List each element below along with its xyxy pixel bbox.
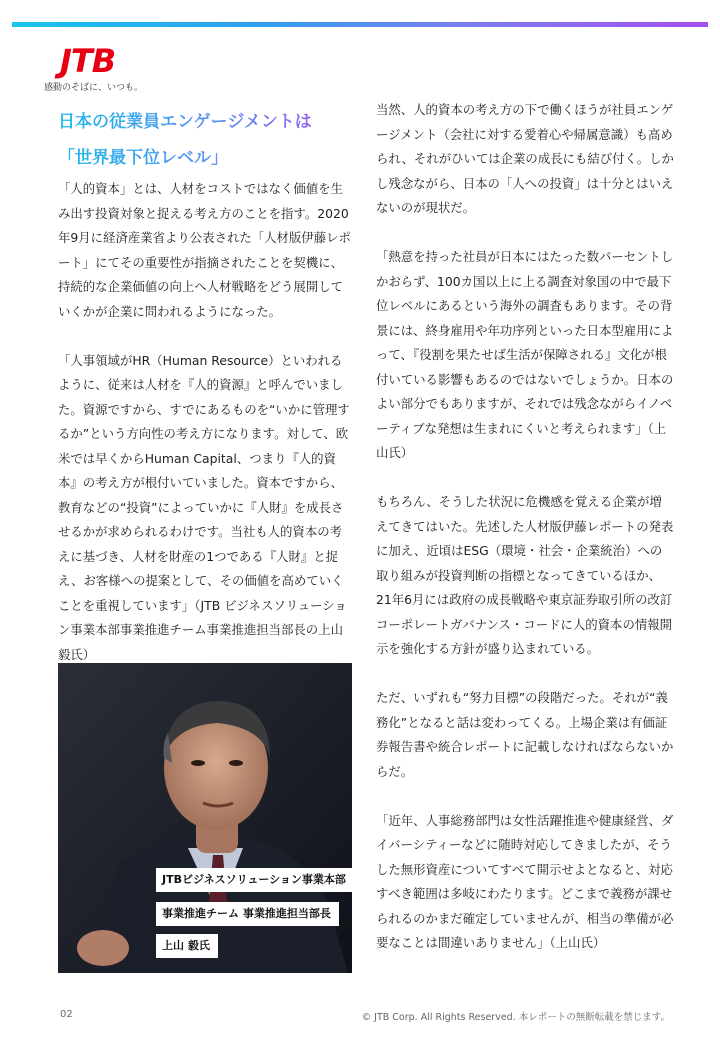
- photo-caption-line-3: 上山 毅氏: [156, 934, 218, 958]
- portrait-illustration: [58, 663, 352, 973]
- headline-line-1: 日本の従業員エンゲージメントは: [58, 112, 312, 132]
- logo-mark: JTB: [60, 42, 116, 80]
- left-paragraph-2: 「人事領域がHR（Human Resource）といわれるように、従来は人材を『人的資源』と呼んでいました。資源ですから、すでにあるものを“いかに管理するか”という方向性の考え方になります。対して、欧米では早くからHuman Capital、つまり『人的資本』の考え方が根付いていました。資本ですから、教育などの“投資”によっていかに『人財』を成長させるかが求められるわけです。当社も人的資本の考えに基づき、人材を財産の1つである『人財』と捉え、お客様への提案として、その価値を高めていくことを重視しています」（JTB ビジネスソリューション事業本部事業推進チーム事業推進担当部長の上山毅氏）: [58, 352, 350, 662]
- logo-tagline: 感動のそばに、いつも。: [44, 83, 144, 93]
- photo-caption-line-1: JTBビジネスソリューション事業本部: [156, 868, 354, 892]
- page-number: 02: [60, 1009, 73, 1020]
- right-column: [376, 98, 674, 980]
- headline-line-2: 「世界最下位レベル」: [58, 148, 228, 168]
- left-column: [58, 177, 354, 692]
- right-paragraph-3: もちろん、そうした状況に危機感を覚える企業が増えてきてはいた。先述した人材版伊藤レポートの発表に加え、近頃はESG（環境・社会・企業統治）への取り組みが投資判断の指標となってきているほか、21年6月には政府の成長戦略や東京証券取引所の改訂コーポレートガバナンス・コードに人的資本の情報開示を強化する方針が盛り込まれている。: [376, 494, 674, 656]
- portrait-photo: [58, 663, 352, 973]
- left-paragraph-1: 「人的資本」とは、人材をコストではなく価値を生み出す投資対象と捉える考え方のことを指す。2020年9月に経済産業省より公表された「人材版伊藤レポート」にてその重要性が指摘されたことを契機に、持続的な企業価値の向上へ人材戦略をどう展開していくかが企業に問われるようになった。: [58, 181, 351, 319]
- top-gradient-bar: [12, 22, 708, 27]
- right-paragraph-5: 「近年、人事総務部門は女性活躍推進や健康経営、ダイバーシティーなどに随時対応してきましたが、そうした無形資産についてすべて開示せよとなると、対応すべき範囲は多岐にわたります。どこまで義務が課せられるのかまだ確定していませんが、相当の準備が必要なことは間違いありません」（上山氏）: [376, 812, 674, 950]
- right-paragraph-4: ただ、いずれも“努力目標”の段階だった。それが“義務化”となると話は変わってくる。上場企業は有価証券報告書や統合レポートに記載しなければならないからだ。: [376, 690, 674, 779]
- photo-caption-line-2: 事業推進チーム 事業推進担当部長: [156, 902, 339, 926]
- right-paragraph-2: 「熱意を持った社員が日本にはたった数パーセントしかおらず、100カ国以上に上る調査対象国の中で最下位レベルにあるという海外の調査もあります。その背景には、終身雇用や年功序列といった日本型雇用によって、『役割を果たせば生活が保障される』文化が根付いている影響もあるのではないでしょうか。日本のよい部分でもありますが、それでは残念ながらイノベーティブな発想は生まれにくいと考えられます」（上山氏）: [376, 249, 674, 460]
- jtb-logo: [42, 44, 162, 94]
- copyright-notice: © JTB Corp. All Rights Reserved. 本レポートの無断転載を禁じます。: [361, 1012, 670, 1023]
- right-paragraph-1: 当然、人的資本の考え方の下で働くほうが社員エンゲージメント（会社に対する愛着心や帰属意識）も高められ、それがひいては企業の成長にも結び付く。しかし残念ながら、日本の「人への投資」は十分とはいえないのが現状だ。: [376, 102, 674, 215]
- section-headline: [58, 104, 348, 176]
